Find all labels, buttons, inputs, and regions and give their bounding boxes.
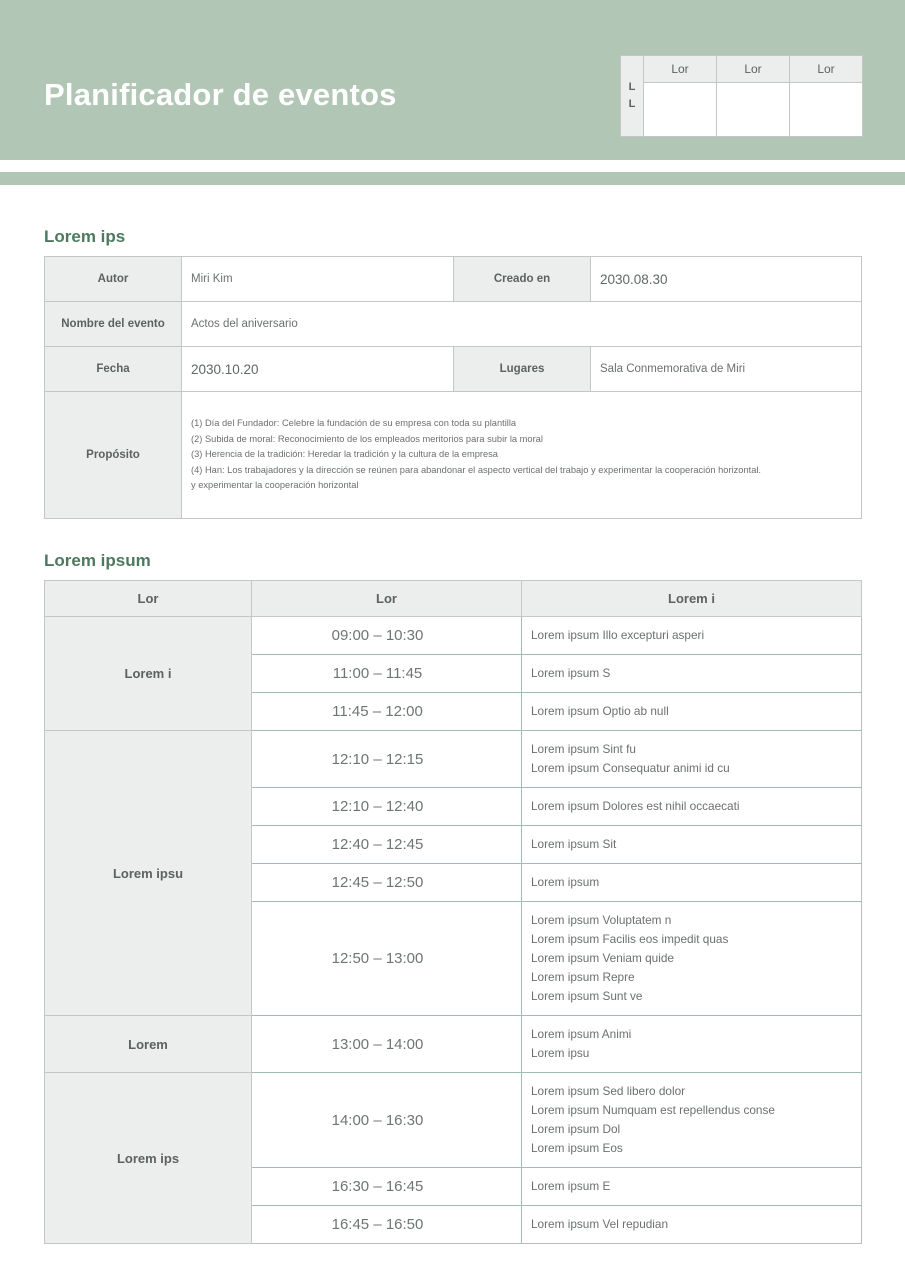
schedule-description-line: Lorem ipsum E xyxy=(531,1179,611,1193)
info-value-creado-en[interactable]: 2030.08.30 xyxy=(591,257,862,302)
table-row xyxy=(621,56,863,83)
mini-table-cell-3[interactable] xyxy=(790,83,863,137)
schedule-table-body xyxy=(45,617,862,1244)
proposito-line-1: (1) Día del Fundador: Celebre la fundación de su empresa con toda su plantilla xyxy=(191,418,517,429)
schedule-table xyxy=(44,580,862,1244)
mini-table-side-label xyxy=(621,56,644,137)
info-value-nombre-del-evento[interactable]: Actos del aniversario xyxy=(182,302,862,347)
table-row xyxy=(621,83,863,137)
schedule-description-line: Lorem ipsu xyxy=(531,1046,590,1060)
schedule-description-cell[interactable] xyxy=(522,1016,862,1073)
info-label-proposito: Propósito xyxy=(45,392,182,519)
schedule-description-line: Lorem ipsum Dolores est nihil occaecati xyxy=(531,799,740,813)
schedule-description-line: Lorem ipsum Vel repudian xyxy=(531,1217,669,1231)
schedule-time-cell[interactable]: 12:10 – 12:40 xyxy=(252,788,522,826)
table-row xyxy=(45,1073,862,1168)
mini-table-header-1: Lor xyxy=(644,56,717,83)
schedule-description-cell[interactable] xyxy=(522,655,862,693)
schedule-description-line: Lorem ipsum Illo excepturi asperi xyxy=(531,628,705,642)
mini-table-header-3: Lor xyxy=(790,56,863,83)
schedule-time-cell[interactable]: 12:40 – 12:45 xyxy=(252,826,522,864)
schedule-description-line: Lorem ipsum Optio ab null xyxy=(531,704,669,718)
table-row xyxy=(45,257,862,302)
schedule-time-cell[interactable]: 11:00 – 11:45 xyxy=(252,655,522,693)
schedule-description-line: Lorem ipsum Numquam est repellendus conse xyxy=(531,1103,775,1117)
schedule-description-line: Lorem ipsum Facilis eos impedit quas xyxy=(531,932,729,946)
info-label-fecha: Fecha xyxy=(45,347,182,392)
schedule-description-cell[interactable] xyxy=(522,1168,862,1206)
event-info-table xyxy=(44,256,862,519)
page-body xyxy=(0,227,905,1244)
banner-mini-table xyxy=(620,55,863,137)
schedule-time-cell[interactable]: 16:45 – 16:50 xyxy=(252,1206,522,1244)
page-banner xyxy=(0,0,905,160)
proposito-line-2: (2) Subida de moral: Reconocimiento de los empleados meritorios para subir la moral xyxy=(191,433,543,444)
table-row xyxy=(45,392,862,519)
banner-gap xyxy=(0,160,905,172)
schedule-description-cell[interactable] xyxy=(522,731,862,788)
info-label-autor: Autor xyxy=(45,257,182,302)
schedule-group-label: Lorem xyxy=(45,1016,252,1073)
schedule-description-line: Lorem ipsum S xyxy=(531,666,611,680)
info-value-fecha[interactable]: 2030.10.20 xyxy=(182,347,454,392)
table-row xyxy=(45,731,862,788)
schedule-group-label: Lorem ips xyxy=(45,1073,252,1244)
schedule-description-line: Lorem ipsum Sunt ve xyxy=(531,989,643,1003)
mini-table-side-label-line-1: L xyxy=(628,81,636,93)
schedule-header-description: Lorem i xyxy=(522,581,862,617)
schedule-description-line: Lorem ipsum Sed libero dolor xyxy=(531,1084,686,1098)
proposito-line-3: (3) Herencia de la tradición: Heredar la tradición y la cultura de la empresa xyxy=(191,449,498,460)
schedule-time-cell[interactable]: 13:00 – 14:00 xyxy=(252,1016,522,1073)
schedule-table-head xyxy=(45,581,862,617)
banner-mini-table-body xyxy=(621,56,863,137)
schedule-description-line: Lorem ipsum Veniam quide xyxy=(531,951,674,965)
schedule-time-cell[interactable]: 09:00 – 10:30 xyxy=(252,617,522,655)
event-info-table-body xyxy=(45,257,862,519)
mini-table-side-label-line-2: L xyxy=(628,98,636,110)
schedule-description-line: Lorem ipsum Animi xyxy=(531,1027,632,1041)
schedule-description-cell[interactable] xyxy=(522,902,862,1016)
schedule-description-cell[interactable] xyxy=(522,1073,862,1168)
schedule-description-cell[interactable] xyxy=(522,826,862,864)
info-section-heading: Lorem ips xyxy=(44,227,126,246)
schedule-time-cell[interactable]: 14:00 – 16:30 xyxy=(252,1073,522,1168)
mini-table-cell-2[interactable] xyxy=(717,83,790,137)
table-row xyxy=(45,302,862,347)
info-label-creado-en: Creado en xyxy=(454,257,591,302)
schedule-description-line: Lorem ipsum Dol xyxy=(531,1122,621,1136)
schedule-description-cell[interactable] xyxy=(522,864,862,902)
schedule-header-group: Lor xyxy=(45,581,252,617)
info-value-autor[interactable]: Miri Kim xyxy=(182,257,454,302)
schedule-group-label: Lorem ipsu xyxy=(45,731,252,1016)
schedule-description-line: Lorem ipsum xyxy=(531,875,600,889)
proposito-line-5: y experimentar la cooperación horizontal xyxy=(191,480,359,491)
schedule-description-line: Lorem ipsum Sint fu xyxy=(531,742,636,756)
schedule-description-line: Lorem ipsum Sit xyxy=(531,837,617,851)
schedule-description-cell[interactable] xyxy=(522,617,862,655)
info-value-lugares[interactable]: Sala Conmemorativa de Miri xyxy=(591,347,862,392)
schedule-description-line: Lorem ipsum Consequatur animi id cu xyxy=(531,761,730,775)
info-label-lugares: Lugares xyxy=(454,347,591,392)
schedule-section-heading: Lorem ipsum xyxy=(44,551,151,570)
table-row xyxy=(45,581,862,617)
info-value-proposito[interactable] xyxy=(182,392,862,519)
schedule-time-cell[interactable]: 12:10 – 12:15 xyxy=(252,731,522,788)
schedule-group-label: Lorem i xyxy=(45,617,252,731)
table-row xyxy=(45,617,862,655)
table-row xyxy=(45,347,862,392)
schedule-description-line: Lorem ipsum Eos xyxy=(531,1141,623,1155)
schedule-description-cell[interactable] xyxy=(522,1206,862,1244)
table-row xyxy=(45,1016,862,1073)
schedule-description-cell[interactable] xyxy=(522,693,862,731)
schedule-time-cell[interactable]: 12:50 – 13:00 xyxy=(252,902,522,1016)
banner-mini-table-wrapper xyxy=(620,55,863,137)
schedule-description-cell[interactable] xyxy=(522,788,862,826)
mini-table-header-2: Lor xyxy=(717,56,790,83)
schedule-description-line: Lorem ipsum Repre xyxy=(531,970,635,984)
banner-accent-stripe xyxy=(0,172,905,185)
schedule-description-line: Lorem ipsum Voluptatem n xyxy=(531,913,672,927)
proposito-line-4: (4) Han: Los trabajadores y la dirección se reúnen para abandonar el aspecto vertical del trabajo y experimentar la cooperación horizontal. xyxy=(191,464,762,475)
schedule-time-cell[interactable]: 11:45 – 12:00 xyxy=(252,693,522,731)
schedule-time-cell[interactable]: 16:30 – 16:45 xyxy=(252,1168,522,1206)
page-title: Planificador de eventos xyxy=(44,77,397,112)
schedule-header-time: Lor xyxy=(252,581,522,617)
info-label-nombre-del-evento: Nombre del evento xyxy=(45,302,182,347)
schedule-time-cell[interactable]: 12:45 – 12:50 xyxy=(252,864,522,902)
mini-table-cell-1[interactable] xyxy=(644,83,717,137)
